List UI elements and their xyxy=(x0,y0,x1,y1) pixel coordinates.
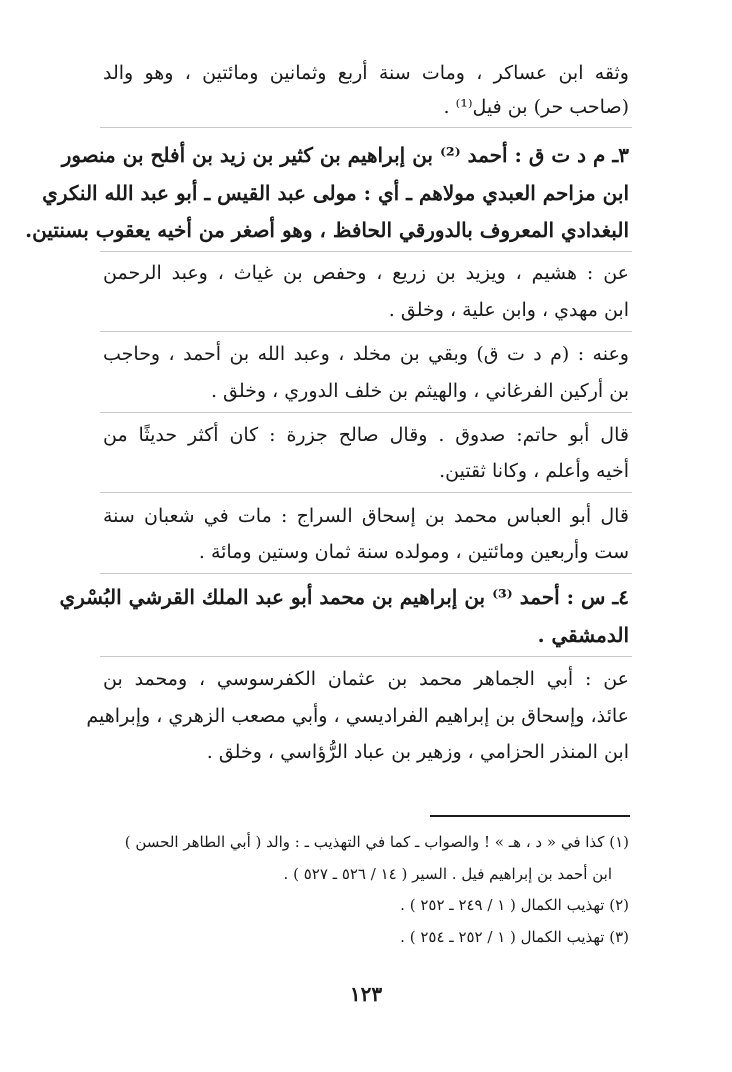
entry-3-by-1: وعنه : (م د ت ق) وبقي بن مخلد ، وعبد الله بن أحمد ، وحاجب xyxy=(103,343,629,365)
entry-4-from-1: عن : أبي الجماهر محمد بن عثمان الكفرسوسي ، ومحمد بن xyxy=(103,668,629,690)
separator xyxy=(100,412,632,413)
separator xyxy=(100,127,632,128)
footnote-rule xyxy=(430,815,630,817)
separator xyxy=(100,656,632,657)
separator xyxy=(100,331,632,332)
entry-3-heading-1: ٣ـ م د ت ق : أحمد ⁽²⁾ بن إبراهيم بن كثير بن زيد بن أفلح بن منصور xyxy=(61,143,629,167)
separator xyxy=(100,573,632,574)
footnote-3: (٣) تهذيب الكمال ( ١ / ٢٥٢ ـ ٢٥٤ ) . xyxy=(400,928,629,946)
entry-3-grade-1: قال أبو حاتم: صدوق . وقال صالح جزرة : كان أكثر حديثًا من xyxy=(103,424,629,446)
entry-3-from-1: عن : هشيم ، ويزيد بن زريع ، وحفص بن غياث ، وعبد الرحمن xyxy=(103,262,629,284)
separator xyxy=(100,492,632,493)
footnote-1-line-1: (١) كذا في « د ، هـ » ! والصواب ـ كما في التهذيب ـ : والد ( أبي الطاهر الحسن ) xyxy=(124,833,629,851)
page-number: ١٢٣ xyxy=(349,982,383,1006)
entry-3-grade-2: أخيه وأعلم ، وكانا ثقتين. xyxy=(439,460,629,482)
entry-2-line-2: (صاحب حر) بن فيل⁽¹⁾ . xyxy=(443,96,629,118)
entry-3-death-2: ست وأربعين ومائتين ، ومولده سنة ثمان وستين ومائة . xyxy=(198,541,629,563)
entry-4-from-2: عائذ، وإسحاق بن إبراهيم الفراديسي ، وأبي مصعب الزهري ، وإبراهيم xyxy=(86,705,629,727)
entry-3-heading-3: البغدادي المعروف بالدورقي الحافظ ، وهو أصغر من أخيه يعقوب بسنتين. xyxy=(25,218,629,242)
footnote-1-line-2: ابن أحمد بن إبراهيم فيل . السير ( ١٤ / ٥٢٦ ـ ٥٢٧ ) . xyxy=(283,865,612,883)
entry-4-from-3: ابن المنذر الحزامي ، وزهير بن عباد الرُّؤاسي ، وخلق . xyxy=(206,741,629,763)
separator xyxy=(100,251,632,252)
entry-3-heading-2: ابن مزاحم العبدي مولاهم ـ أي : مولى عبد القيس ـ أبو عبد الله النكري xyxy=(42,181,629,205)
footnote-2: (٢) تهذيب الكمال ( ١ / ٢٤٩ ـ ٢٥٢ ) . xyxy=(400,896,629,914)
entry-2-line-1: وثقه ابن عساكر ، ومات سنة أربع وثمانين ومائتين ، وهو والد xyxy=(103,62,629,84)
entry-3-by-2: بن أركين الفرغاني ، والهيثم بن خلف الدوري ، وخلق . xyxy=(210,380,629,402)
entry-4-heading-1: ٤ـ س : أحمد ⁽³⁾ بن إبراهيم بن محمد أبو عبد الملك القرشي البُسْري xyxy=(59,585,629,609)
entry-4-heading-2: الدمشقي . xyxy=(537,623,629,647)
entry-3-death-1: قال أبو العباس محمد بن إسحاق السراج : مات في شعبان سنة xyxy=(103,505,629,527)
entry-3-from-2: ابن مهدي ، وابن علية ، وخلق . xyxy=(388,299,629,321)
